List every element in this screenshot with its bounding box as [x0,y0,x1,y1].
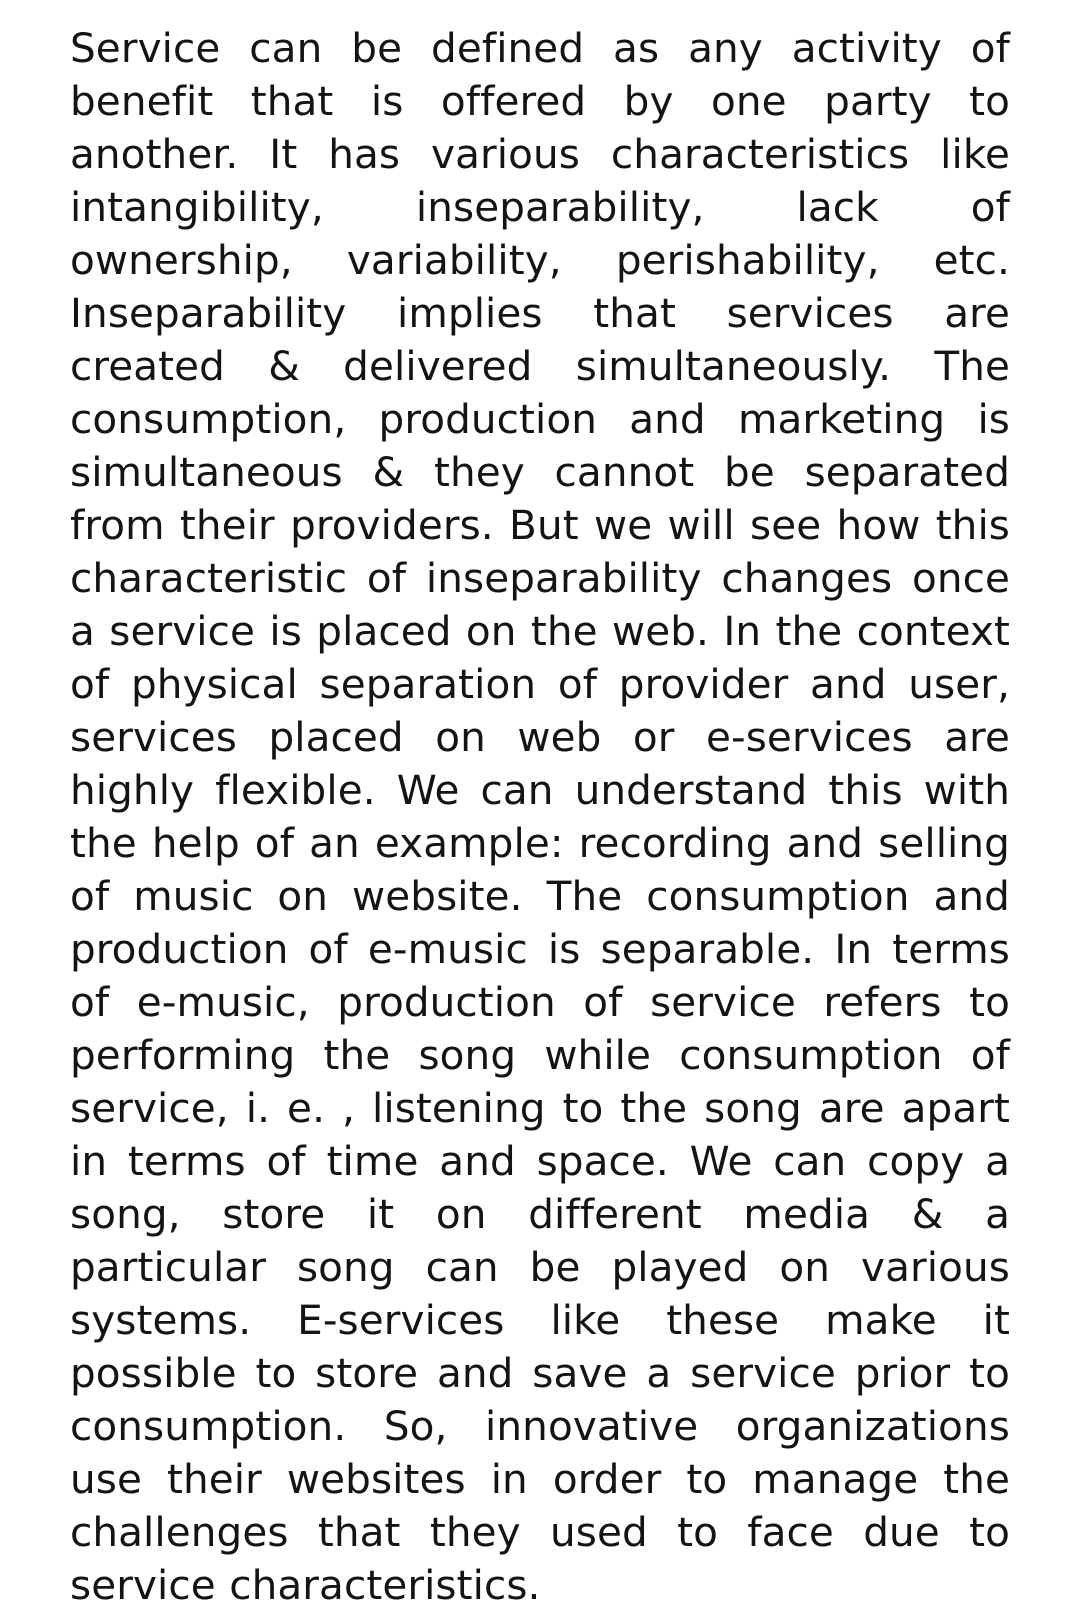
body-paragraph: Service can be defined as any activity of benefit that is offered by one party to another. It has various characteristics like intangibility, inseparability, lack of ownership, variability, perishability, etc. Inseparability implies that services are created & delivered simultaneously. The consumption, production and marketing is simultaneous & they cannot be separated from their providers. But we will see how this characteristic of inseparability changes once a service is placed on the web. In the context of physical separation of provider and user, services placed on web or e-services are highly flexible. We can understand this with the help of an example: recording and selling of music on website. The consumption and production of e-music is separable. In terms of e-music, production of service refers to performing the song while consumption of service, i. e. , listening to the song are apart in terms of time and space. We can copy a song, store it on different media & a particular song can be played on various systems. E-services like these make it possible to store and save a service prior to consumption. So, innovative organizations use their websites in order to manage the challenges that they used to face due to service characteristics. [70,24,1010,1609]
